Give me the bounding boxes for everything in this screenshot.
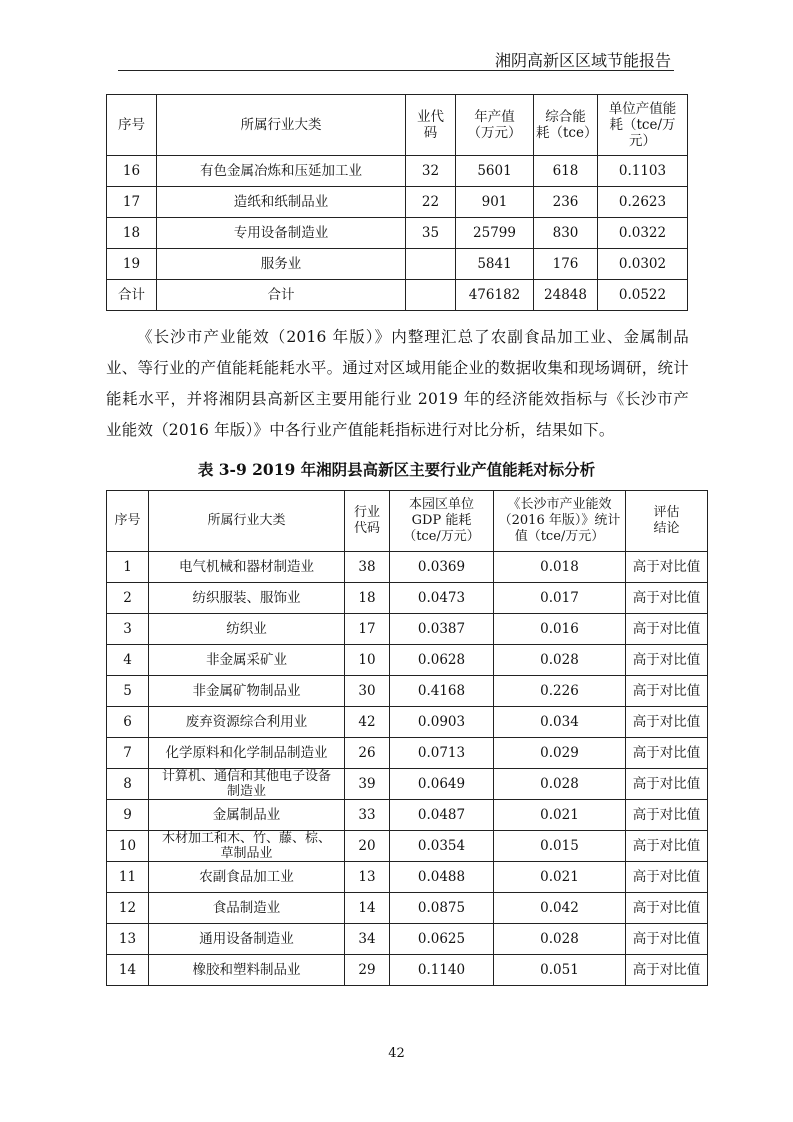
- cell-no: 8: [107, 769, 149, 800]
- table-caption: 表 3-9 2019 年湘阴县高新区主要行业产值能耗对标分析: [197, 460, 596, 479]
- cell-industry: 食品制造业: [149, 893, 345, 924]
- cell-result: 高于对比值: [626, 707, 708, 738]
- cell-energy: 176: [534, 249, 598, 280]
- cell-code: 33: [345, 800, 390, 831]
- cell-park-intensity: 0.0488: [390, 862, 494, 893]
- cell-output: 476182: [456, 280, 534, 311]
- cell-no: 7: [107, 738, 149, 769]
- cell-no: 13: [107, 924, 149, 955]
- cell-no: 10: [107, 831, 149, 862]
- cell-park-intensity: 0.1140: [390, 955, 494, 986]
- cell-code: 17: [345, 614, 390, 645]
- cell-benchmark: 0.226: [494, 676, 626, 707]
- cell-park-intensity: 0.0649: [390, 769, 494, 800]
- cell-no: 6: [107, 707, 149, 738]
- cell-result: 高于对比值: [626, 738, 708, 769]
- col-header-result: 评估 结论: [626, 491, 708, 552]
- table-row: [107, 583, 708, 614]
- cell-park-intensity: 0.0487: [390, 800, 494, 831]
- cell-result: 高于对比值: [626, 645, 708, 676]
- cell-benchmark: 0.029: [494, 738, 626, 769]
- cell-park-intensity: 0.0903: [390, 707, 494, 738]
- cell-no: 9: [107, 800, 149, 831]
- table-row: [107, 249, 688, 280]
- cell-no: 19: [107, 249, 157, 280]
- cell-output: 5601: [456, 156, 534, 187]
- cell-park-intensity: 0.0625: [390, 924, 494, 955]
- cell-result: 高于对比值: [626, 552, 708, 583]
- table-row: [107, 218, 688, 249]
- table-row: [107, 893, 708, 924]
- cell-industry: 非金属矿物制品业: [149, 676, 345, 707]
- cell-industry: 化学原料和化学制品制造业: [149, 738, 345, 769]
- cell-no: 4: [107, 645, 149, 676]
- cell-energy: 618: [534, 156, 598, 187]
- col-header-no: 序号: [107, 95, 157, 156]
- table-row: [107, 676, 708, 707]
- cell-output: 901: [456, 187, 534, 218]
- cell-no: 17: [107, 187, 157, 218]
- cell-industry: 电气机械和器材制造业: [149, 552, 345, 583]
- table-row: [107, 187, 688, 218]
- cell-code: 42: [345, 707, 390, 738]
- running-header-title: 湘阴高新区区域节能报告: [494, 51, 671, 70]
- cell-result: 高于对比值: [626, 955, 708, 986]
- cell-code: 22: [406, 187, 456, 218]
- cell-result: 高于对比值: [626, 893, 708, 924]
- page-number: 42: [388, 1046, 405, 1061]
- cell-industry: 造纸和纸制品业: [157, 187, 406, 218]
- cell-intensity: 0.1103: [598, 156, 688, 187]
- cell-park-intensity: 0.0387: [390, 614, 494, 645]
- cell-park-intensity: 0.0369: [390, 552, 494, 583]
- cell-result: 高于对比值: [626, 862, 708, 893]
- cell-code: [406, 249, 456, 280]
- table-row: [107, 280, 688, 311]
- cell-industry: 纺织业: [149, 614, 345, 645]
- table-row: [107, 552, 708, 583]
- cell-benchmark: 0.028: [494, 645, 626, 676]
- cell-intensity: 0.0302: [598, 249, 688, 280]
- cell-industry: 非金属采矿业: [149, 645, 345, 676]
- cell-industry: 专用设备制造业: [157, 218, 406, 249]
- col-header-energy: 综合能 耗（tce）: [534, 95, 598, 156]
- table-header-row: [107, 491, 708, 552]
- table-row: [107, 800, 708, 831]
- cell-code: 34: [345, 924, 390, 955]
- cell-benchmark: 0.018: [494, 552, 626, 583]
- cell-no: 合计: [107, 280, 157, 311]
- table-row: [107, 645, 708, 676]
- cell-intensity: 0.2623: [598, 187, 688, 218]
- cell-industry: 合计: [157, 280, 406, 311]
- col-header-industry: 所属行业大类: [149, 491, 345, 552]
- cell-park-intensity: 0.4168: [390, 676, 494, 707]
- col-header-output: 年产值 （万元）: [456, 95, 534, 156]
- cell-benchmark: 0.015: [494, 831, 626, 862]
- cell-result: 高于对比值: [626, 583, 708, 614]
- col-header-benchmark: 《长沙市产业能效 （2016 年版）》统计 值（tce/万元）: [494, 491, 626, 552]
- cell-no: 5: [107, 676, 149, 707]
- cell-code: 13: [345, 862, 390, 893]
- cell-result: 高于对比值: [626, 769, 708, 800]
- cell-no: 3: [107, 614, 149, 645]
- cell-output: 25799: [456, 218, 534, 249]
- cell-code: 38: [345, 552, 390, 583]
- cell-code: 35: [406, 218, 456, 249]
- cell-no: 12: [107, 893, 149, 924]
- cell-benchmark: 0.028: [494, 924, 626, 955]
- cell-park-intensity: 0.0713: [390, 738, 494, 769]
- table-row: [107, 862, 708, 893]
- cell-benchmark: 0.016: [494, 614, 626, 645]
- cell-industry: 木材加工和木、竹、藤、棕、 草制品业: [149, 831, 345, 862]
- header-rule: [118, 70, 674, 71]
- cell-code: 10: [345, 645, 390, 676]
- cell-code: 29: [345, 955, 390, 986]
- benchmark-table: [106, 490, 708, 986]
- table-row: [107, 614, 708, 645]
- cell-energy: 236: [534, 187, 598, 218]
- table-row: [107, 831, 708, 862]
- cell-no: 14: [107, 955, 149, 986]
- cell-industry: 金属制品业: [149, 800, 345, 831]
- col-header-code: 行业 代码: [345, 491, 390, 552]
- cell-no: 1: [107, 552, 149, 583]
- cell-park-intensity: 0.0875: [390, 893, 494, 924]
- col-header-code: 业代 码: [406, 95, 456, 156]
- col-header-intensity: 单位产值能 耗（tce/万元）: [598, 95, 688, 156]
- cell-no: 11: [107, 862, 149, 893]
- cell-output: 5841: [456, 249, 534, 280]
- cell-intensity: 0.0522: [598, 280, 688, 311]
- cell-code: 20: [345, 831, 390, 862]
- cell-energy: 24848: [534, 280, 598, 311]
- cell-industry: 计算机、通信和其他电子设备 制造业: [149, 769, 345, 800]
- cell-industry: 废弃资源综合利用业: [149, 707, 345, 738]
- cell-benchmark: 0.021: [494, 800, 626, 831]
- cell-code: [406, 280, 456, 311]
- cell-no: 16: [107, 156, 157, 187]
- industry-output-table: [106, 94, 688, 311]
- cell-industry: 农副食品加工业: [149, 862, 345, 893]
- cell-industry: 有色金属冶炼和压延加工业: [157, 156, 406, 187]
- cell-code: 32: [406, 156, 456, 187]
- cell-industry: 橡胶和塑料制品业: [149, 955, 345, 986]
- cell-benchmark: 0.028: [494, 769, 626, 800]
- cell-industry: 通用设备制造业: [149, 924, 345, 955]
- cell-intensity: 0.0322: [598, 218, 688, 249]
- cell-benchmark: 0.042: [494, 893, 626, 924]
- cell-park-intensity: 0.0628: [390, 645, 494, 676]
- cell-benchmark: 0.021: [494, 862, 626, 893]
- body-paragraph: 《长沙市产业能效（2016 年版）》内整理汇总了农副食品加工业、金属制品业、等行业的产值能耗能耗水平。通过对区域用能企业的数据收集和现场调研，统计能耗水平，并将湘阴县高新区主要用能行业 2019 年的经济能效指标与《长沙市产业能效（2016 年版）》中各行业产值能耗指标进行对比分析，结果如下。: [106, 328, 689, 439]
- cell-result: 高于对比值: [626, 924, 708, 955]
- cell-result: 高于对比值: [626, 676, 708, 707]
- cell-industry: 服务业: [157, 249, 406, 280]
- cell-result: 高于对比值: [626, 800, 708, 831]
- table-row: [107, 769, 708, 800]
- cell-industry: 纺织服装、服饰业: [149, 583, 345, 614]
- table-row: [107, 955, 708, 986]
- cell-energy: 830: [534, 218, 598, 249]
- cell-benchmark: 0.034: [494, 707, 626, 738]
- col-header-industry: 所属行业大类: [157, 95, 406, 156]
- cell-code: 39: [345, 769, 390, 800]
- col-header-park-intensity: 本园区单位 GDP 能耗 （tce/万元）: [390, 491, 494, 552]
- cell-no: 2: [107, 583, 149, 614]
- table-row: [107, 707, 708, 738]
- cell-code: 26: [345, 738, 390, 769]
- cell-code: 18: [345, 583, 390, 614]
- cell-result: 高于对比值: [626, 831, 708, 862]
- cell-park-intensity: 0.0354: [390, 831, 494, 862]
- cell-code: 30: [345, 676, 390, 707]
- cell-code: 14: [345, 893, 390, 924]
- table-row: [107, 738, 708, 769]
- table-row: [107, 156, 688, 187]
- cell-no: 18: [107, 218, 157, 249]
- cell-result: 高于对比值: [626, 614, 708, 645]
- col-header-no: 序号: [107, 491, 149, 552]
- cell-benchmark: 0.017: [494, 583, 626, 614]
- table-header-row: [107, 95, 688, 156]
- cell-benchmark: 0.051: [494, 955, 626, 986]
- table-row: [107, 924, 708, 955]
- cell-park-intensity: 0.0473: [390, 583, 494, 614]
